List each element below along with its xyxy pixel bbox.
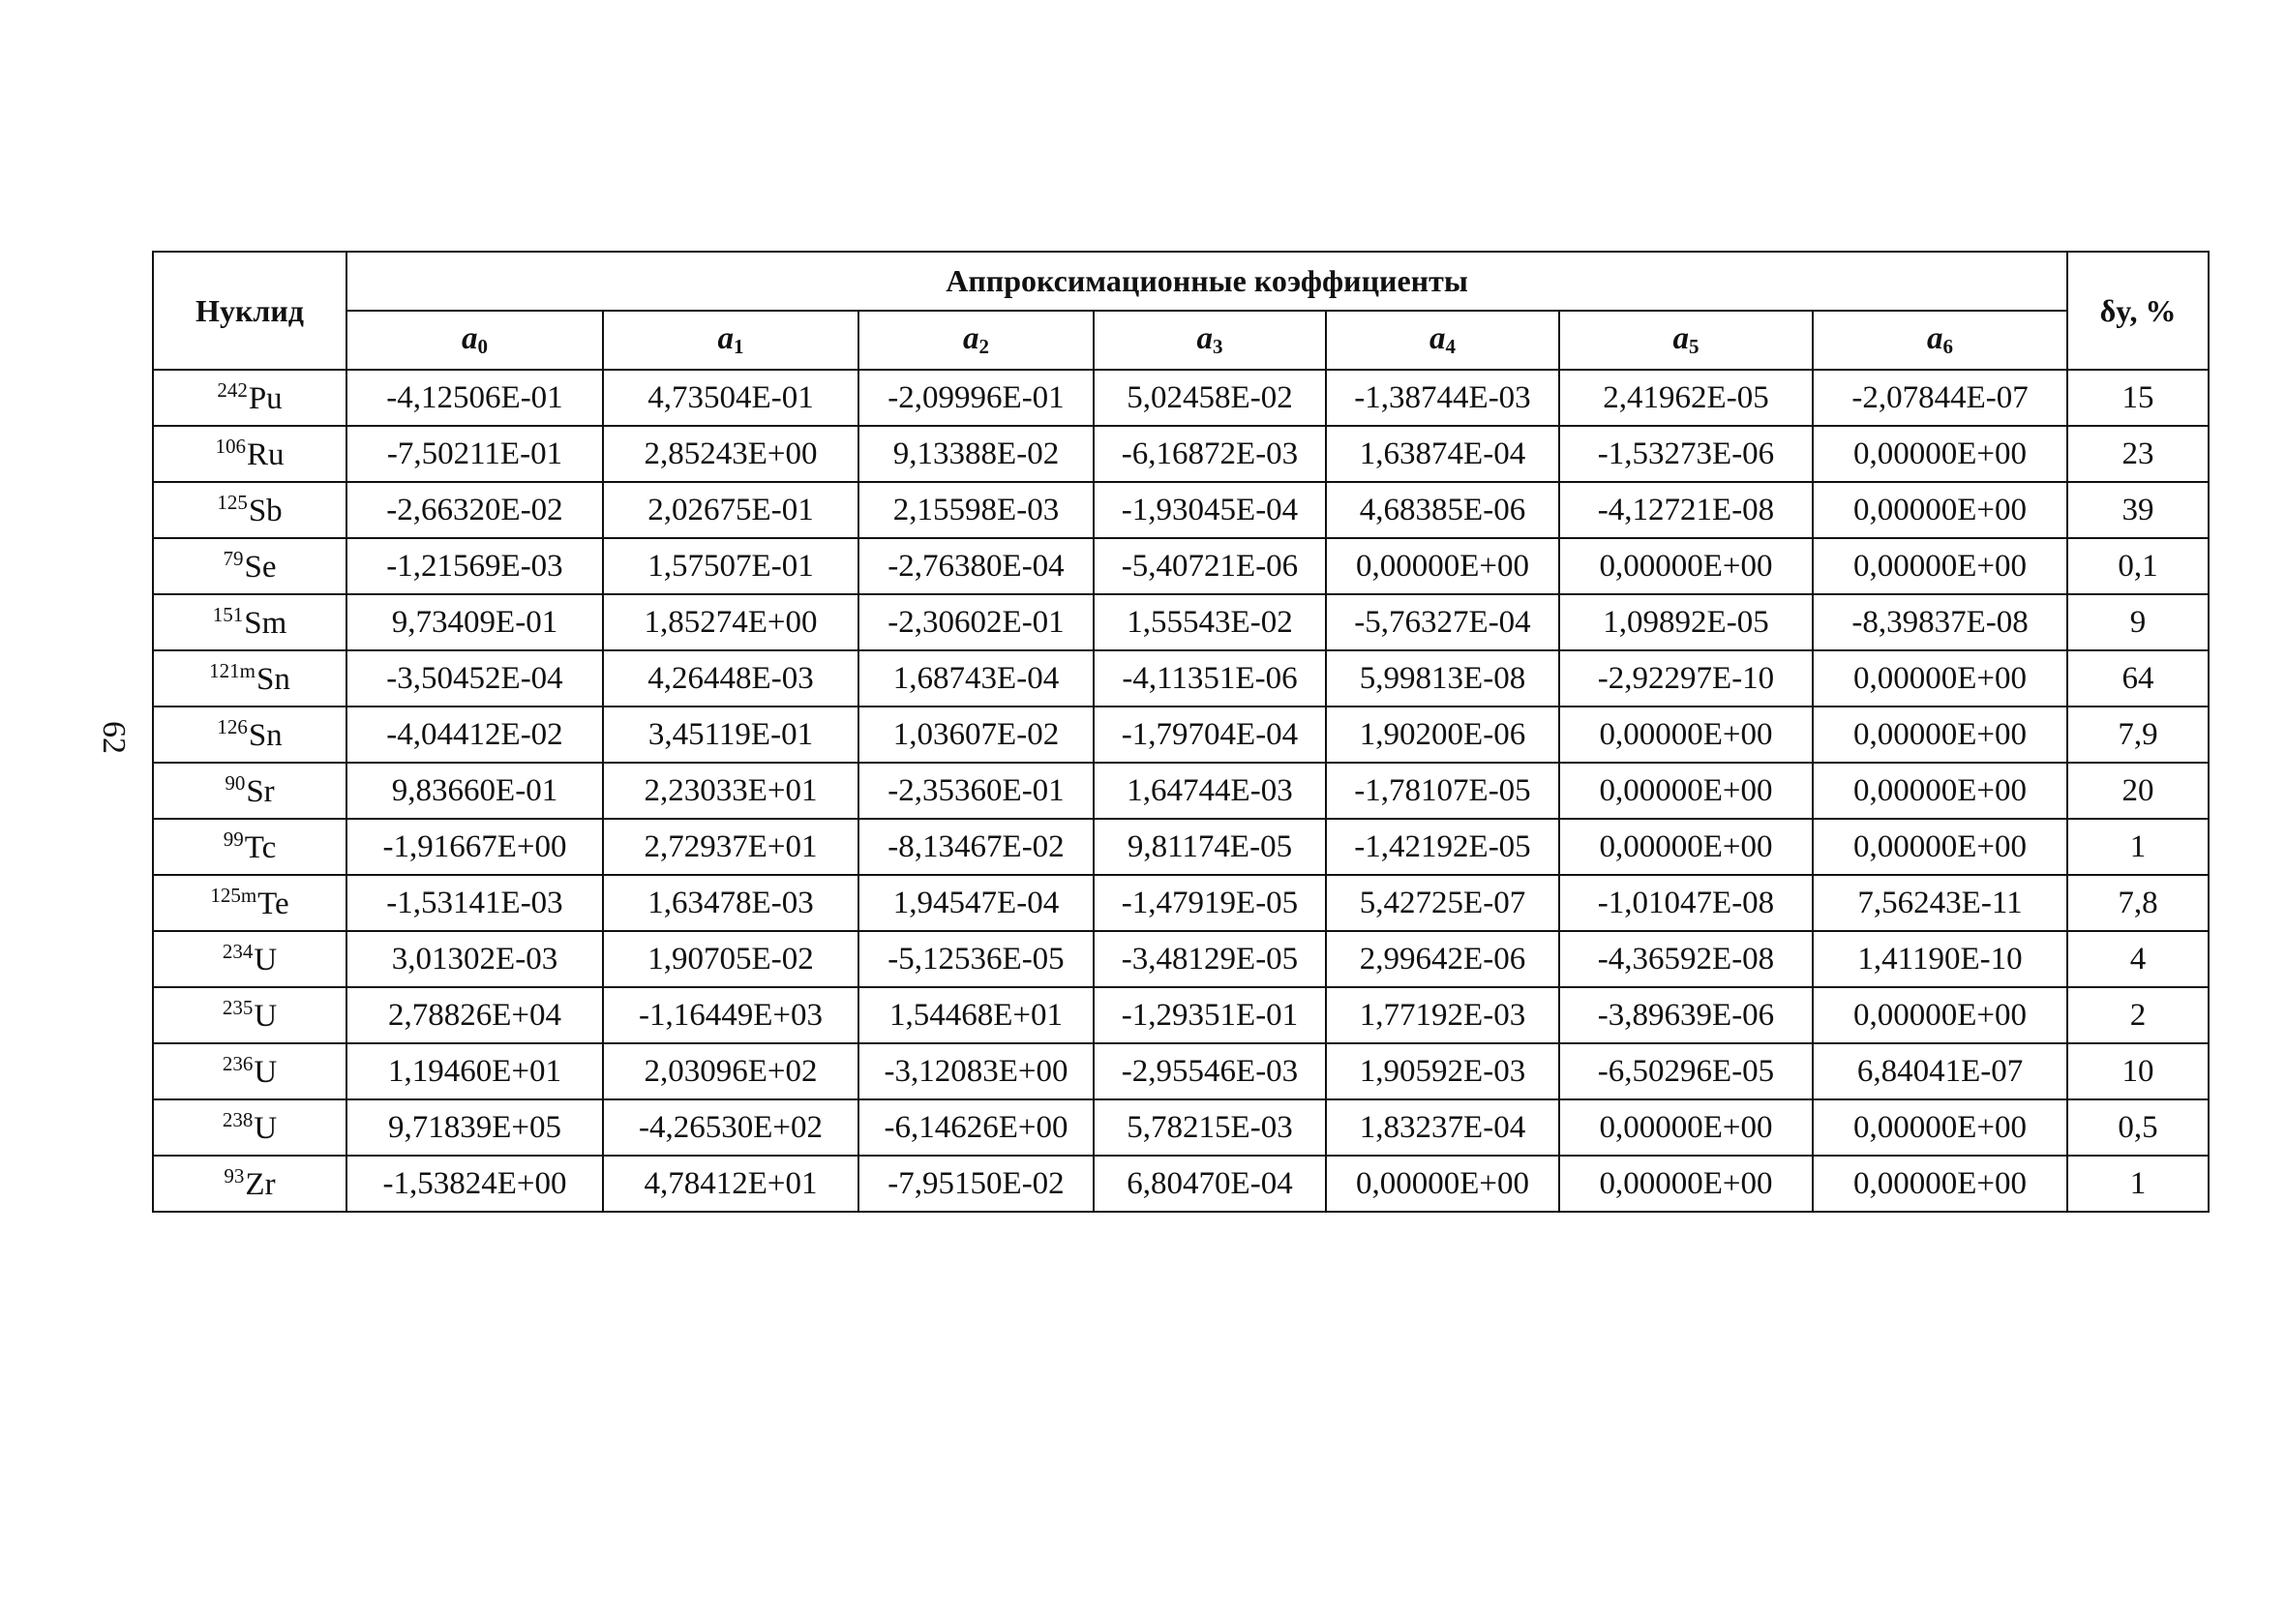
table-row	[153, 763, 2209, 819]
coef-value-cell: -1,16449E+03	[603, 987, 858, 1043]
nuclide-cell	[153, 875, 346, 931]
delta-cell: 1	[2067, 1156, 2209, 1212]
coef-value-cell: 6,84041E-07	[1813, 1043, 2067, 1099]
table-row	[153, 1099, 2209, 1156]
coef-value-cell: 1,63478E-03	[603, 875, 858, 931]
coef-value-cell: -5,76327E-04	[1326, 594, 1559, 650]
element-symbol: U	[254, 943, 278, 977]
coef-value-cell: -2,76380E-04	[858, 538, 1094, 594]
table-row	[153, 819, 2209, 875]
delta-cell: 1	[2067, 819, 2209, 875]
coef-value-cell: -2,92297E-10	[1559, 650, 1813, 707]
coef-index: 4	[1445, 335, 1456, 358]
coef-value-cell: 1,90705E-02	[603, 931, 858, 987]
coef-value-cell: -4,11351E-06	[1094, 650, 1326, 707]
coef-value-cell: 0,00000E+00	[1813, 819, 2067, 875]
delta-cell: 9	[2067, 594, 2209, 650]
coef-value-cell: -4,12506E-01	[346, 370, 603, 426]
coef-header-a2	[858, 311, 1094, 370]
table-row	[153, 370, 2209, 426]
coef-value-cell: -7,95150E-02	[858, 1156, 1094, 1212]
nuclide-cell	[153, 763, 346, 819]
coef-value-cell: -3,48129E-05	[1094, 931, 1326, 987]
nuclide-cell	[153, 650, 346, 707]
coef-value-cell: 1,83237E-04	[1326, 1099, 1559, 1156]
coef-value-cell: 9,81174E-05	[1094, 819, 1326, 875]
coef-value-cell: 9,73409E-01	[346, 594, 603, 650]
element-symbol: Te	[257, 887, 289, 921]
coef-value-cell: 3,45119E-01	[603, 707, 858, 763]
mass-number: 79	[223, 547, 244, 570]
coef-value-cell: 9,13388E-02	[858, 426, 1094, 482]
coef-value-cell: 7,56243E-11	[1813, 875, 2067, 931]
coef-value-cell: -1,78107E-05	[1326, 763, 1559, 819]
mass-number: 121m	[209, 659, 256, 682]
coef-header-a3	[1094, 311, 1326, 370]
table-row	[153, 875, 2209, 931]
element-symbol: U	[254, 1055, 278, 1090]
delta-cell: 20	[2067, 763, 2209, 819]
nuclide-header: Нуклид	[153, 252, 346, 370]
coef-value-cell: 2,03096E+02	[603, 1043, 858, 1099]
coef-value-cell: 2,15598E-03	[858, 482, 1094, 538]
coef-value-cell: 1,77192E-03	[1326, 987, 1559, 1043]
coef-value-cell: 1,41190E-10	[1813, 931, 2067, 987]
coef-value-cell: 1,90200E-06	[1326, 707, 1559, 763]
table-header	[153, 252, 2209, 370]
nuclide-cell	[153, 482, 346, 538]
coef-value-cell: 6,80470E-04	[1094, 1156, 1326, 1212]
coef-value-cell: 5,02458E-02	[1094, 370, 1326, 426]
coef-letter: a	[1672, 321, 1689, 356]
coef-letter: a	[963, 321, 979, 356]
coef-value-cell: -6,50296E-05	[1559, 1043, 1813, 1099]
coef-letter: a	[717, 321, 734, 356]
coef-value-cell: 0,00000E+00	[1559, 538, 1813, 594]
element-symbol: Ru	[246, 437, 285, 472]
coef-value-cell: 1,55543E-02	[1094, 594, 1326, 650]
coef-value-cell: -2,66320E-02	[346, 482, 603, 538]
coef-value-cell: -1,47919E-05	[1094, 875, 1326, 931]
coef-value-cell: -1,29351E-01	[1094, 987, 1326, 1043]
delta-cell: 0,1	[2067, 538, 2209, 594]
delta-cell: 10	[2067, 1043, 2209, 1099]
coef-value-cell: -2,30602E-01	[858, 594, 1094, 650]
coef-value-cell: -4,04412E-02	[346, 707, 603, 763]
element-symbol: Pu	[248, 381, 283, 416]
coef-value-cell: -8,39837E-08	[1813, 594, 2067, 650]
coef-value-cell: 0,00000E+00	[1813, 763, 2067, 819]
coef-letter: a	[1429, 321, 1446, 356]
coef-value-cell: -8,13467E-02	[858, 819, 1094, 875]
coef-value-cell: 0,00000E+00	[1326, 538, 1559, 594]
table-row	[153, 1156, 2209, 1212]
coef-value-cell: -1,91667E+00	[346, 819, 603, 875]
coef-value-cell: 0,00000E+00	[1813, 538, 2067, 594]
coef-value-cell: 0,00000E+00	[1813, 482, 2067, 538]
coef-value-cell: 1,90592E-03	[1326, 1043, 1559, 1099]
nuclide-cell	[153, 707, 346, 763]
coef-value-cell: -1,01047E-08	[1559, 875, 1813, 931]
coef-value-cell: 4,78412E+01	[603, 1156, 858, 1212]
delta-cell: 0,5	[2067, 1099, 2209, 1156]
coef-value-cell: -2,09996E-01	[858, 370, 1094, 426]
coef-value-cell: 0,00000E+00	[1326, 1156, 1559, 1212]
mass-number: 125m	[210, 884, 257, 907]
coef-value-cell: 0,00000E+00	[1813, 650, 2067, 707]
element-symbol: Se	[244, 550, 277, 585]
delta-cell: 4	[2067, 931, 2209, 987]
coef-value-cell: -2,35360E-01	[858, 763, 1094, 819]
coef-value-cell: 1,19460E+01	[346, 1043, 603, 1099]
element-symbol: U	[254, 1111, 278, 1146]
coef-header-a6	[1813, 311, 2067, 370]
element-symbol: Sm	[244, 606, 287, 641]
coef-value-cell: -1,53141E-03	[346, 875, 603, 931]
coef-value-cell: 1,64744E-03	[1094, 763, 1326, 819]
element-symbol: Sn	[256, 662, 290, 697]
element-symbol: Zr	[245, 1167, 276, 1202]
mass-number: 93	[224, 1164, 245, 1188]
coef-value-cell: 2,85243E+00	[603, 426, 858, 482]
table-row	[153, 707, 2209, 763]
page-number: 62	[96, 721, 132, 754]
delta-cell: 15	[2067, 370, 2209, 426]
delta-header: δy, %	[2067, 252, 2209, 370]
coef-value-cell: -3,12083E+00	[858, 1043, 1094, 1099]
coef-value-cell: 0,00000E+00	[1559, 763, 1813, 819]
coef-value-cell: -5,12536E-05	[858, 931, 1094, 987]
table-row	[153, 538, 2209, 594]
coef-value-cell: 2,02675E-01	[603, 482, 858, 538]
coef-value-cell: 5,99813E-08	[1326, 650, 1559, 707]
coef-value-cell: -6,16872E-03	[1094, 426, 1326, 482]
coef-value-cell: 2,72937E+01	[603, 819, 858, 875]
mass-number: 236	[222, 1052, 254, 1075]
coef-letter: a	[1927, 321, 1943, 356]
element-symbol: U	[254, 999, 278, 1034]
coef-value-cell: -1,53273E-06	[1559, 426, 1813, 482]
element-symbol: Sb	[248, 494, 283, 528]
coef-value-cell: 1,03607E-02	[858, 707, 1094, 763]
coef-value-cell: 1,94547E-04	[858, 875, 1094, 931]
mass-number: 151	[212, 603, 244, 626]
nuclide-cell	[153, 594, 346, 650]
coef-value-cell: -7,50211E-01	[346, 426, 603, 482]
mass-number: 106	[215, 435, 246, 458]
coef-value-cell: 0,00000E+00	[1813, 1099, 2067, 1156]
mass-number: 99	[223, 827, 244, 851]
coef-value-cell: -1,42192E-05	[1326, 819, 1559, 875]
nuclide-cell	[153, 426, 346, 482]
nuclide-cell	[153, 819, 346, 875]
nuclide-cell	[153, 1156, 346, 1212]
coef-index: 3	[1213, 335, 1223, 358]
mass-number: 235	[222, 996, 254, 1019]
table-row	[153, 987, 2209, 1043]
coef-value-cell: -1,38744E-03	[1326, 370, 1559, 426]
table-row	[153, 482, 2209, 538]
coef-value-cell: 0,00000E+00	[1559, 1156, 1813, 1212]
coef-header-a0	[346, 311, 603, 370]
coef-value-cell: -1,93045E-04	[1094, 482, 1326, 538]
coef-value-cell: -1,79704E-04	[1094, 707, 1326, 763]
nuclide-cell	[153, 370, 346, 426]
table-row	[153, 931, 2209, 987]
coef-value-cell: 5,42725E-07	[1326, 875, 1559, 931]
delta-cell: 23	[2067, 426, 2209, 482]
coef-value-cell: 3,01302E-03	[346, 931, 603, 987]
coef-value-cell: -2,07844E-07	[1813, 370, 2067, 426]
coef-header-a5	[1559, 311, 1813, 370]
coef-value-cell: 4,26448E-03	[603, 650, 858, 707]
coef-value-cell: 1,63874E-04	[1326, 426, 1559, 482]
mass-number: 90	[225, 771, 246, 795]
coef-value-cell: 9,71839E+05	[346, 1099, 603, 1156]
coef-value-cell: -2,95546E-03	[1094, 1043, 1326, 1099]
element-symbol: Sr	[246, 774, 275, 809]
coef-value-cell: 2,41962E-05	[1559, 370, 1813, 426]
coef-value-cell: -4,36592E-08	[1559, 931, 1813, 987]
delta-cell: 39	[2067, 482, 2209, 538]
coef-value-cell: -4,26530E+02	[603, 1099, 858, 1156]
coef-header-a1	[603, 311, 858, 370]
coef-value-cell: -4,12721E-08	[1559, 482, 1813, 538]
nuclide-cell	[153, 1099, 346, 1156]
nuclide-cell	[153, 1043, 346, 1099]
table-row	[153, 594, 2209, 650]
coefficients-table	[152, 251, 2210, 1213]
coef-value-cell: -6,14626E+00	[858, 1099, 1094, 1156]
delta-cell: 2	[2067, 987, 2209, 1043]
coef-value-cell: 0,00000E+00	[1813, 1156, 2067, 1212]
coef-value-cell: 1,57507E-01	[603, 538, 858, 594]
coef-value-cell: 4,68385E-06	[1326, 482, 1559, 538]
coef-header-a4	[1326, 311, 1559, 370]
mass-number: 125	[217, 491, 248, 514]
table-body	[153, 370, 2209, 1212]
coef-value-cell: 0,00000E+00	[1813, 987, 2067, 1043]
coef-value-cell: 0,00000E+00	[1559, 819, 1813, 875]
coef-value-cell: 0,00000E+00	[1559, 1099, 1813, 1156]
table-row	[153, 1043, 2209, 1099]
coef-value-cell: 2,99642E-06	[1326, 931, 1559, 987]
coef-value-cell: 2,78826E+04	[346, 987, 603, 1043]
coef-value-cell: 0,00000E+00	[1813, 707, 2067, 763]
coef-value-cell: 1,68743E-04	[858, 650, 1094, 707]
coef-value-cell: -3,50452E-04	[346, 650, 603, 707]
coef-value-cell: 5,78215E-03	[1094, 1099, 1326, 1156]
coef-value-cell: -1,53824E+00	[346, 1156, 603, 1212]
coef-index: 6	[1942, 335, 1954, 358]
coef-letter: a	[1196, 321, 1213, 356]
delta-cell: 64	[2067, 650, 2209, 707]
coef-value-cell: -5,40721E-06	[1094, 538, 1326, 594]
coef-index: 1	[734, 335, 744, 358]
coef-letter: a	[462, 321, 478, 356]
mass-number: 242	[217, 378, 248, 402]
mass-number: 238	[222, 1108, 254, 1131]
coef-value-cell: 1,09892E-05	[1559, 594, 1813, 650]
coef-value-cell: -3,89639E-06	[1559, 987, 1813, 1043]
coef-value-cell: 1,54468E+01	[858, 987, 1094, 1043]
nuclide-cell	[153, 931, 346, 987]
nuclide-cell	[153, 987, 346, 1043]
table-row	[153, 426, 2209, 482]
nuclide-cell	[153, 538, 346, 594]
coef-value-cell: 0,00000E+00	[1559, 707, 1813, 763]
table-row	[153, 650, 2209, 707]
delta-cell: 7,8	[2067, 875, 2209, 931]
coef-value-cell: -1,21569E-03	[346, 538, 603, 594]
element-symbol: Tc	[244, 830, 277, 865]
coef-value-cell: 9,83660E-01	[346, 763, 603, 819]
coef-value-cell: 0,00000E+00	[1813, 426, 2067, 482]
coef-index: 0	[477, 335, 488, 358]
element-symbol: Sn	[248, 718, 283, 753]
coef-value-cell: 1,85274E+00	[603, 594, 858, 650]
coef-index: 2	[978, 335, 989, 358]
mass-number: 126	[217, 715, 248, 738]
coefficients-group-header: Аппроксимационные коэффициенты	[346, 252, 2067, 311]
coef-value-cell: 2,23033E+01	[603, 763, 858, 819]
coef-value-cell: 4,73504E-01	[603, 370, 858, 426]
mass-number: 234	[222, 940, 254, 963]
delta-cell: 7,9	[2067, 707, 2209, 763]
coef-index: 5	[1689, 335, 1699, 358]
